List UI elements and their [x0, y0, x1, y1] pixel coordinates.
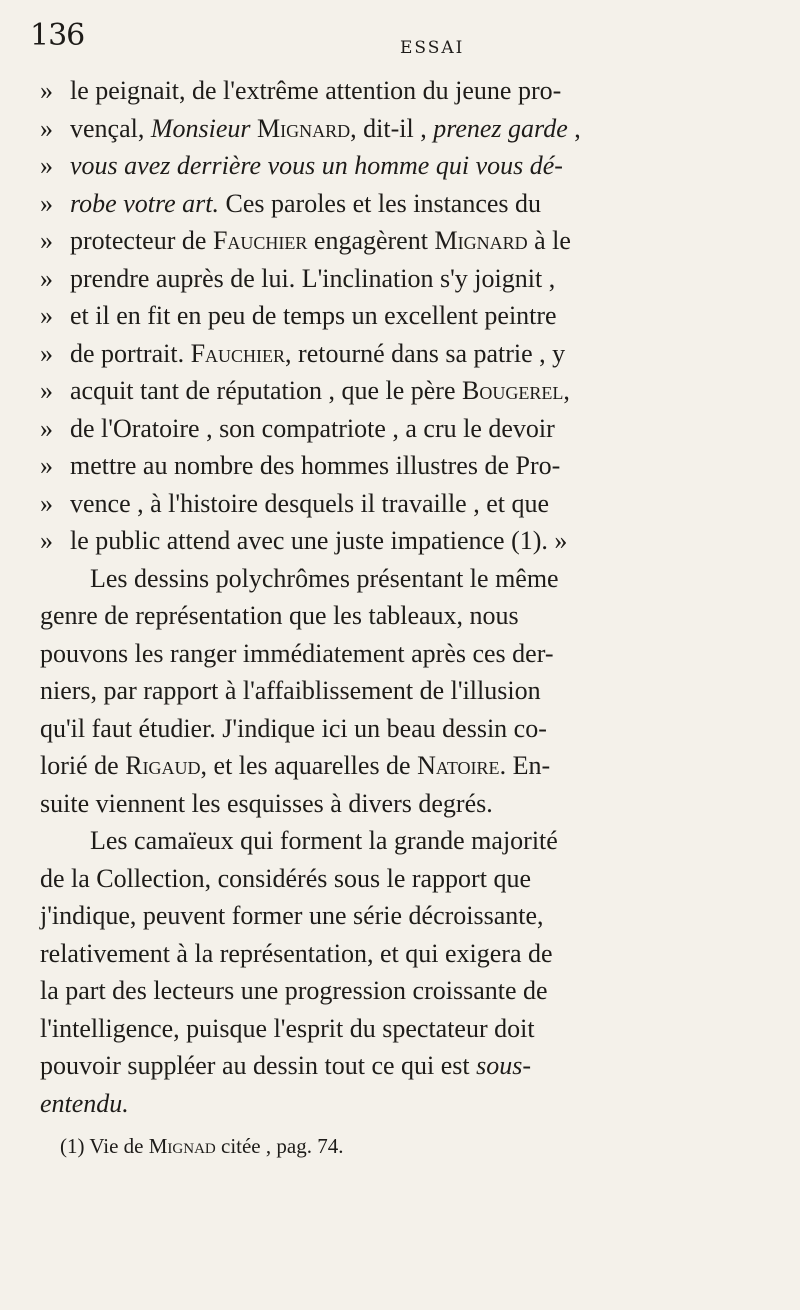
- guillemet-marker: »: [40, 263, 53, 293]
- guillemet-marker: »: [40, 226, 53, 255]
- text-line: [40, 785, 760, 823]
- text-run: à le: [527, 226, 571, 255]
- text-line: [40, 560, 760, 598]
- paragraph-block: [40, 560, 760, 1123]
- text-run: vence , à l'histoire desquels il travaille , et que: [70, 488, 550, 518]
- quote-line: [40, 185, 760, 223]
- proper-name: Fauchier: [212, 226, 308, 255]
- text-run: vençal,: [70, 113, 151, 143]
- text-run: prendre auprès de lui. L'inclination s'y joignit ,: [70, 263, 556, 293]
- italic-text: entendu.: [40, 1088, 129, 1118]
- proper-name: Mignad: [148, 1134, 216, 1158]
- body-text: [40, 72, 760, 1122]
- text-run: citée , pag. 74.: [215, 1134, 344, 1158]
- page-number: 136: [30, 18, 85, 53]
- text-line: [40, 972, 760, 1010]
- text-run: la part des lecteurs une progression croissante de: [40, 976, 548, 1005]
- guillemet-marker: »: [40, 113, 53, 143]
- guillemet-marker: »: [40, 488, 53, 518]
- text-line: [40, 1010, 760, 1048]
- text-line: [40, 822, 760, 860]
- text-run: , retourné dans sa patrie , y: [285, 338, 566, 368]
- proper-name: Bougerel: [462, 376, 564, 405]
- text-run: suite viennent les esquisses à divers degrés.: [40, 788, 493, 818]
- text-run: lorié de: [40, 751, 126, 780]
- text-run: Les camaïeux qui forment la grande majorité: [90, 826, 558, 855]
- text-run: l'intelligence, puisque l'esprit du spectateur doit: [40, 1013, 535, 1043]
- italic-text: Monsieur: [150, 113, 251, 143]
- text-run: acquit tant de réputation , que le père: [70, 376, 463, 405]
- text-run: et il en fit en peu de temps un excellent peintre: [70, 301, 557, 330]
- text-run: pouvons les ranger immédiatement après ces der-: [40, 638, 554, 668]
- text-run: relativement à la représentation, et qui exigera de: [40, 938, 553, 968]
- guillemet-marker: »: [40, 413, 53, 443]
- running-head: ESSAI: [400, 38, 465, 58]
- guillemet-marker: »: [40, 76, 53, 105]
- text-run: de la Collection, considérés sous le rapport que: [40, 863, 531, 893]
- proper-name: Mignard: [434, 226, 528, 255]
- quote-line: [40, 410, 760, 448]
- text-run: protecteur de: [70, 226, 213, 255]
- text-run: (1) Vie de: [60, 1134, 149, 1158]
- quote-line: [40, 447, 760, 485]
- italic-text: vous avez derrière vous un homme qui vous dé-: [70, 151, 563, 180]
- quote-line: [40, 222, 760, 260]
- text-run: , et les aquarelles de: [200, 751, 418, 780]
- text-line: [40, 935, 760, 973]
- text-line: [40, 710, 760, 748]
- text-run: Les dessins polychrômes présentant le même: [90, 563, 559, 593]
- text-line: [40, 597, 760, 635]
- proper-name: Natoire: [417, 751, 500, 780]
- text-run: le peignait, de l'extrême attention du jeune pro-: [70, 76, 562, 105]
- text-run: de l'Oratoire , son compatriote , a cru le devoir: [70, 413, 555, 443]
- text-line: [40, 1085, 760, 1123]
- guillemet-marker: »: [40, 451, 53, 480]
- text-line: [40, 860, 760, 898]
- text-run: j'indique, peuvent former une série décroissante,: [40, 901, 544, 930]
- text-run: genre de représentation que les tableaux, nous: [40, 601, 519, 630]
- text-run: , dit-il ,: [350, 113, 434, 143]
- footnote: [60, 1134, 343, 1159]
- text-run: mettre au nombre des hommes illustres de Pro-: [70, 451, 561, 480]
- text-line: [40, 747, 760, 785]
- quote-line: [40, 335, 760, 373]
- italic-text: robe votre art.: [70, 188, 219, 218]
- text-run: . En-: [499, 751, 551, 780]
- italic-text: sous-: [476, 1051, 532, 1080]
- guillemet-marker: »: [40, 188, 53, 218]
- text-run: de portrait.: [70, 338, 191, 368]
- text-run: ,: [567, 113, 581, 143]
- text-run: engagèrent: [307, 226, 435, 255]
- quote-line: [40, 110, 760, 148]
- quote-line: [40, 522, 760, 560]
- guillemet-marker: »: [40, 151, 53, 180]
- text-line: [40, 897, 760, 935]
- proper-name: Mignard: [257, 113, 351, 143]
- text-line: [40, 672, 760, 710]
- text-run: le public attend avec une juste impatience (1). »: [70, 526, 568, 555]
- guillemet-marker: »: [40, 526, 53, 555]
- text-line: [40, 635, 760, 673]
- text-run: Ces paroles et les instances du: [219, 188, 542, 218]
- guillemet-marker: »: [40, 301, 53, 330]
- quote-line: [40, 485, 760, 523]
- quote-line: [40, 297, 760, 335]
- quote-line: [40, 260, 760, 298]
- text-run: pouvoir suppléer au dessin tout ce qui est: [40, 1051, 477, 1080]
- proper-name: Rigaud: [125, 751, 201, 780]
- guillemet-marker: »: [40, 338, 53, 368]
- guillemet-marker: »: [40, 376, 53, 405]
- text-line: [40, 1047, 760, 1085]
- quote-line: [40, 372, 760, 410]
- quotation-block: [40, 72, 760, 560]
- quote-line: [40, 147, 760, 185]
- proper-name: Fauchier: [190, 338, 286, 368]
- italic-text: prenez garde: [433, 113, 568, 143]
- text-run: qu'il faut étudier. J'indique ici un beau dessin co-: [40, 713, 547, 743]
- quote-line: [40, 72, 760, 110]
- text-run: ,: [563, 376, 570, 405]
- text-run: niers, par rapport à l'affaiblissement de l'illusion: [40, 676, 541, 705]
